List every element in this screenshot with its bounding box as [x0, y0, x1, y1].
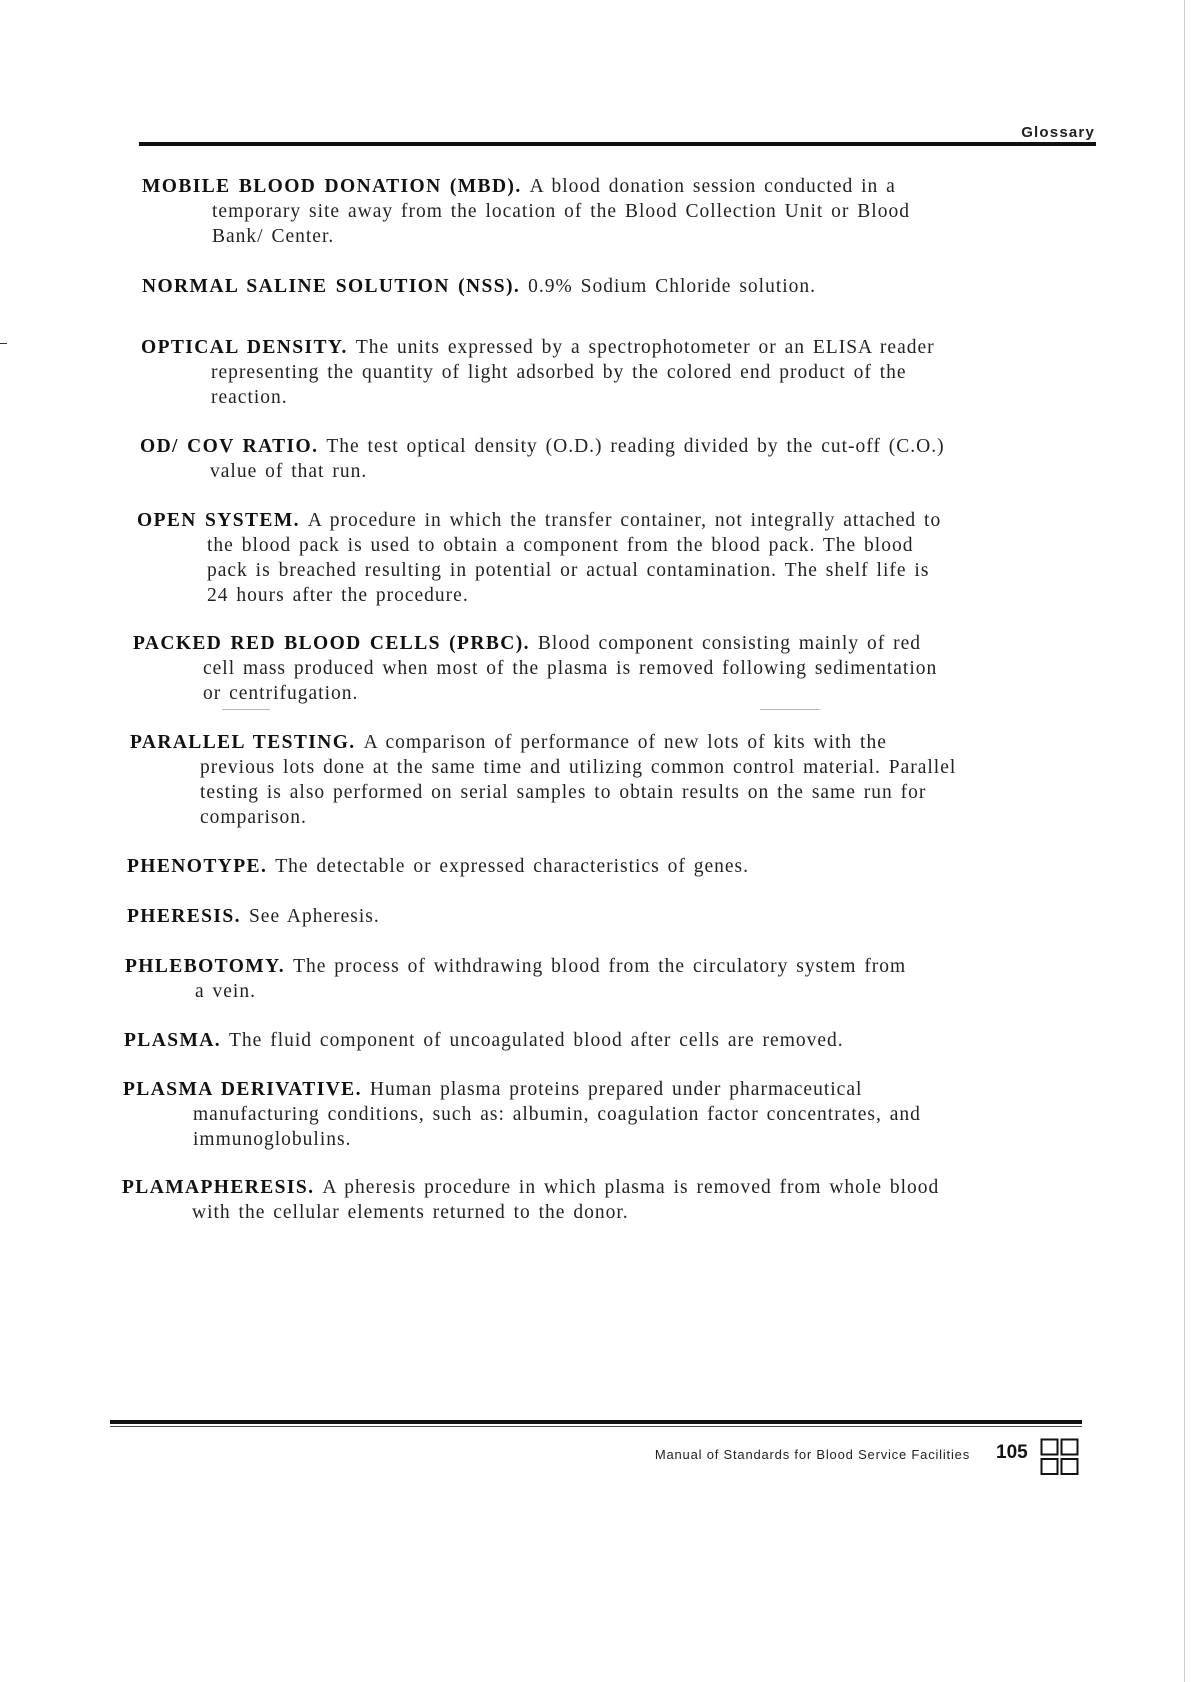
glossary-term: NORMAL SALINE SOLUTION (NSS). [142, 276, 521, 297]
glossary-definition: value of that run. [210, 461, 368, 482]
glossary-entry-phenotype [127, 854, 1095, 879]
glossary-definition: See Apheresis. [248, 906, 380, 927]
section-title: Glossary [1021, 124, 1095, 141]
glossary-definition: testing is also performed on serial samples to obtain results on the same run for [200, 782, 927, 803]
glossary-term: PHENOTYPE. [127, 856, 268, 877]
scan-artifact [760, 709, 820, 710]
glossary-entry-plasma-derivative [123, 1077, 1095, 1152]
glossary-definition: representing the quantity of light adsorbed by the colored end product of the [211, 362, 907, 383]
glossary-definition: cell mass produced when most of the plasma is removed following sedimentation [203, 658, 938, 679]
glossary-definition: the blood pack is used to obtain a component from the blood pack. The blood [207, 535, 914, 556]
publication-title: Manual of Standards for Blood Service Facilities [654, 1447, 970, 1462]
four-squares-icon [1040, 1438, 1080, 1476]
glossary-entry-pheresis [127, 904, 1095, 929]
footer-rule-thin [110, 1426, 1082, 1427]
page-edge-line [1184, 0, 1185, 1682]
footer-rule [110, 1420, 1082, 1424]
glossary-definition: Blood component consisting mainly of red [537, 633, 921, 654]
glossary-term: OPTICAL DENSITY. [141, 337, 348, 358]
glossary-definition: or centrifugation. [203, 683, 359, 704]
glossary-definition: Human plasma proteins prepared under pharmaceutical [369, 1079, 863, 1100]
glossary-entry-parallel-testing [130, 730, 1095, 830]
glossary-entry-optical-density [141, 335, 1095, 410]
glossary-definition: A procedure in which the transfer container, not integrally attached to [307, 510, 942, 531]
glossary-definition: a vein. [195, 981, 256, 1002]
glossary-term: PACKED RED BLOOD CELLS (PRBC). [133, 633, 530, 654]
glossary-definition: The fluid component of uncoagulated blood after cells are removed. [229, 1030, 844, 1051]
glossary-entry-mbd [142, 174, 1095, 249]
glossary-definition: manufacturing conditions, such as: albumin, coagulation factor concentrates, and [193, 1104, 921, 1125]
glossary-definition: The test optical density (O.D.) reading divided by the cut-off (C.O.) [326, 436, 945, 457]
glossary-term: OD/ COV RATIO. [140, 436, 319, 457]
glossary-term: PARALLEL TESTING. [130, 732, 356, 753]
glossary-definition: comparison. [200, 807, 307, 828]
glossary-definition: immunoglobulins. [193, 1129, 352, 1150]
glossary-definition: A pheresis procedure in which plasma is removed from whole blood [322, 1177, 940, 1198]
glossary-definition: The detectable or expressed characteristics of genes. [275, 856, 749, 877]
glossary-term: PLASMA. [124, 1030, 222, 1051]
glossary-definition: pack is breached resulting in potential or actual contamination. The shelf life is [207, 560, 930, 581]
glossary-definition: temporary site away from the location of the Blood Collection Unit or Blood [212, 201, 910, 222]
glossary-term: PLAMAPHERESIS. [122, 1177, 315, 1198]
scan-artifact [222, 709, 270, 710]
margin-mark [0, 343, 7, 344]
glossary-definition: reaction. [211, 387, 288, 408]
glossary-term: PLASMA DERIVATIVE. [123, 1079, 362, 1100]
glossary-entry-nss [142, 274, 1095, 299]
glossary-definition: with the cellular elements returned to the donor. [192, 1202, 629, 1223]
glossary-definition: A comparison of performance of new lots of kits with the [363, 732, 887, 753]
glossary-entry-open-system [137, 508, 1095, 608]
glossary-definition: The process of withdrawing blood from the circulatory system from [293, 956, 907, 977]
glossary-entry-prbc [133, 631, 1095, 706]
glossary-definition: 0.9% Sodium Chloride solution. [528, 276, 817, 297]
glossary-definition: Bank/ Center. [212, 226, 335, 247]
header-rule [139, 142, 1096, 146]
glossary-definition: 24 hours after the procedure. [207, 585, 469, 606]
glossary-entry-plasma [124, 1028, 1095, 1053]
glossary-definition: previous lots done at the same time and utilizing common control material. Parallel [200, 757, 957, 778]
glossary-entry-plamapheresis [122, 1175, 1095, 1225]
glossary-entry-od-cov-ratio [140, 434, 1095, 484]
glossary-definition: The units expressed by a spectrophotometer or an ELISA reader [355, 337, 935, 358]
page-number: 105 [996, 1442, 1028, 1463]
glossary-definition: A blood donation session conducted in a [529, 176, 896, 197]
glossary-entry-phlebotomy [125, 954, 1095, 1004]
glossary-term: PHLEBOTOMY. [125, 956, 286, 977]
glossary-term: OPEN SYSTEM. [137, 510, 300, 531]
glossary-term: PHERESIS. [127, 906, 241, 927]
glossary-term: MOBILE BLOOD DONATION (MBD). [142, 176, 522, 197]
